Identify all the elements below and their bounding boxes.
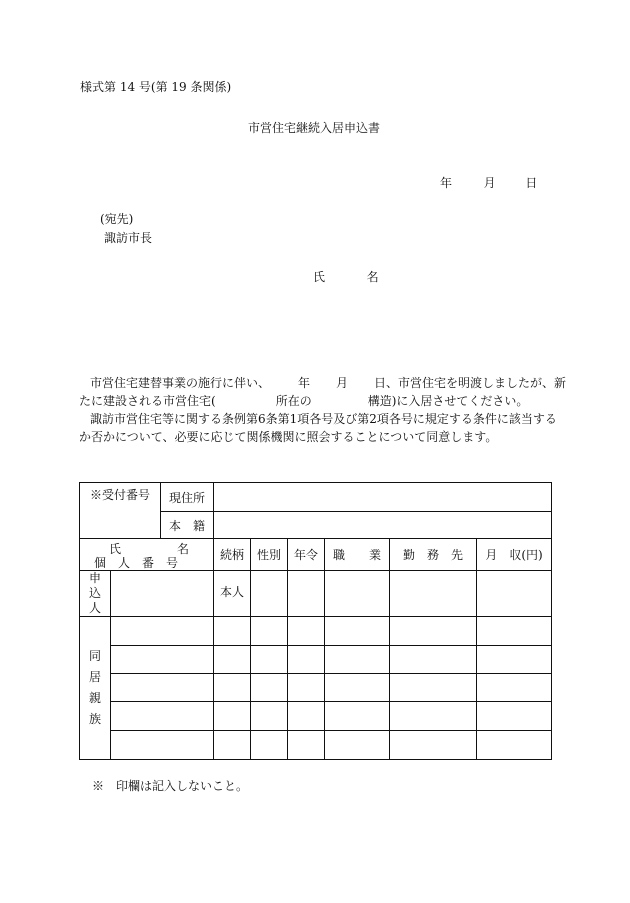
family-workplace-field[interactable] [390, 617, 477, 646]
current-address-label-cell [161, 483, 214, 512]
family-name-field[interactable] [111, 731, 214, 760]
family-char-1: 同 [88, 649, 101, 663]
applicant-workplace-field[interactable] [390, 571, 477, 617]
header-age: 年令 [288, 539, 325, 571]
page-title: 市営住宅継続入居申込書 [248, 121, 381, 135]
family-sex-field[interactable] [251, 674, 288, 702]
date-year-label: 年 [440, 176, 453, 190]
family-row-label [80, 617, 111, 760]
addressee-prefix: (宛先) [100, 212, 134, 226]
applicant-sex-field[interactable] [251, 571, 288, 617]
honseki-label: 本 籍 [169, 518, 206, 533]
applicant-char-3: 人 [88, 601, 101, 615]
family-age-field[interactable] [288, 617, 325, 646]
header-shi: 氏 [109, 541, 122, 556]
receipt-number-cell [80, 483, 161, 539]
family-income-field[interactable] [477, 617, 552, 646]
body-line-3: 諏訪市営住宅等に関する条例第6条第1項各号及び第2項各号に規定する条件に該当する [90, 412, 557, 426]
family-name-field[interactable] [111, 702, 214, 731]
family-age-field[interactable] [288, 731, 325, 760]
header-individual-number: 個 人 番 号 [94, 555, 179, 570]
header-monthly-income: 月 収(円) [477, 539, 552, 571]
family-char-4: 族 [88, 712, 101, 726]
date-day-label: 日 [525, 176, 538, 190]
applicant-name-shi: 氏 [313, 270, 326, 284]
header-relation: 続柄 [214, 539, 251, 571]
family-sex-field[interactable] [251, 617, 288, 646]
body-line-1 [90, 376, 566, 390]
family-sex-field[interactable] [251, 731, 288, 760]
family-name-field[interactable] [111, 646, 214, 674]
family-relation-field[interactable] [214, 646, 251, 674]
family-occupation-field[interactable] [325, 731, 390, 760]
family-relation-field[interactable] [214, 617, 251, 646]
family-char-3: 親 [88, 691, 101, 705]
family-occupation-field[interactable] [325, 702, 390, 731]
family-occupation-field[interactable] [325, 674, 390, 702]
applicant-relation-cell [214, 571, 251, 617]
family-sex-field[interactable] [251, 646, 288, 674]
current-address-label: 現住所 [169, 490, 206, 505]
application-table [79, 482, 552, 760]
body-line-1-year: 年 [298, 376, 311, 390]
form-number: 様式第 14 号(第 19 条関係) [80, 80, 232, 94]
body-line-1-month: 月 [336, 376, 349, 390]
family-workplace-field[interactable] [390, 702, 477, 731]
footnote: ※ 印欄は記入しないこと。 [92, 779, 249, 793]
honseki-label-cell [161, 512, 214, 539]
body-line-1a: 市営住宅建替事業の施行に伴い、 [90, 376, 271, 390]
header-sex: 性別 [251, 539, 288, 571]
family-age-field[interactable] [288, 702, 325, 731]
addressee-name: 諏訪市長 [104, 231, 153, 245]
family-workplace-field[interactable] [390, 731, 477, 760]
receipt-number-label: ※受付番号 [90, 488, 151, 502]
family-char-2: 居 [88, 670, 101, 684]
body-line-2c: 構造)に入居させてください。 [367, 394, 529, 408]
body-line-2 [79, 394, 528, 408]
family-occupation-field[interactable] [325, 646, 390, 674]
family-name-field[interactable] [111, 617, 214, 646]
body-line-2a: たに建設される市営住宅( [79, 394, 216, 408]
family-income-field[interactable] [477, 674, 552, 702]
applicant-income-field[interactable] [477, 571, 552, 617]
applicant-age-field[interactable] [288, 571, 325, 617]
family-age-field[interactable] [288, 646, 325, 674]
body-line-1c: 日、市営住宅を明渡しましたが、新 [374, 376, 567, 390]
family-relation-field[interactable] [214, 731, 251, 760]
family-income-field[interactable] [477, 646, 552, 674]
body-line-4: か否かについて、必要に応じて関係機関に照会することについて同意します。 [79, 430, 498, 444]
header-occupation: 職 業 [325, 539, 390, 571]
family-sex-field[interactable] [251, 702, 288, 731]
family-age-field[interactable] [288, 674, 325, 702]
family-income-field[interactable] [477, 731, 552, 760]
name-individual-number-header [80, 539, 214, 571]
applicant-name-field[interactable] [111, 571, 214, 617]
applicant-row-label [80, 571, 111, 617]
family-relation-field[interactable] [214, 702, 251, 731]
applicant-name-label [313, 270, 379, 284]
applicant-relation: 本人 [220, 585, 245, 599]
date-month-label: 月 [483, 176, 496, 190]
family-name-field[interactable] [111, 674, 214, 702]
date-line [440, 176, 537, 190]
family-income-field[interactable] [477, 702, 552, 731]
applicant-occupation-field[interactable] [325, 571, 390, 617]
applicant-char-2: 込 [88, 586, 101, 600]
current-address-field[interactable] [214, 483, 552, 512]
honseki-field[interactable] [214, 512, 552, 539]
family-relation-field[interactable] [214, 674, 251, 702]
family-workplace-field[interactable] [390, 646, 477, 674]
applicant-name-mei: 名 [366, 270, 379, 284]
applicant-char-1: 申 [88, 571, 101, 585]
body-line-2b: 所在の [275, 394, 312, 408]
header-workplace: 勤 務 先 [390, 539, 477, 571]
family-occupation-field[interactable] [325, 617, 390, 646]
header-mei: 名 [177, 541, 190, 556]
family-workplace-field[interactable] [390, 674, 477, 702]
